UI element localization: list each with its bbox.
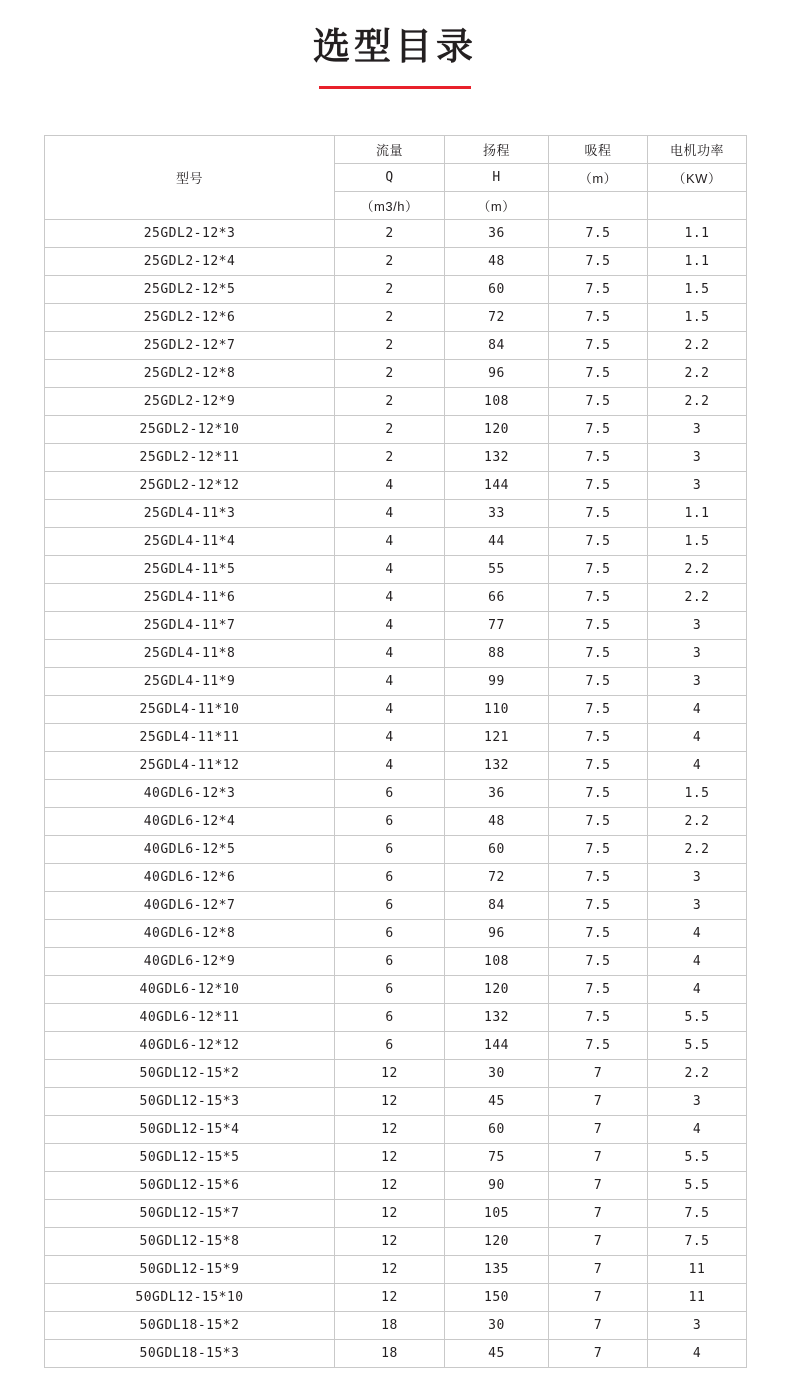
cell-power: 2.2 (648, 583, 747, 611)
header-power-unit: （KW） (648, 163, 747, 191)
cell-power: 1.5 (648, 275, 747, 303)
cell-power: 11 (648, 1255, 747, 1283)
cell-model: 25GDL4-11*11 (45, 723, 335, 751)
cell-suction: 7 (549, 1339, 648, 1367)
table-row (45, 275, 747, 303)
spec-table-wrapper (44, 135, 746, 1368)
cell-model: 40GDL6-12*11 (45, 1003, 335, 1031)
cell-flow: 4 (335, 723, 445, 751)
cell-flow: 6 (335, 835, 445, 863)
cell-model: 25GDL2-12*12 (45, 471, 335, 499)
cell-model: 25GDL2-12*7 (45, 331, 335, 359)
cell-flow: 12 (335, 1087, 445, 1115)
table-row (45, 863, 747, 891)
cell-flow: 6 (335, 863, 445, 891)
table-row (45, 807, 747, 835)
cell-suction: 7 (549, 1059, 648, 1087)
cell-flow: 12 (335, 1143, 445, 1171)
cell-suction: 7.5 (549, 639, 648, 667)
cell-suction: 7.5 (549, 555, 648, 583)
cell-head: 96 (445, 359, 549, 387)
cell-suction: 7 (549, 1255, 648, 1283)
cell-head: 120 (445, 975, 549, 1003)
cell-model: 40GDL6-12*9 (45, 947, 335, 975)
table-row (45, 527, 747, 555)
cell-suction: 7 (549, 1227, 648, 1255)
selection-spec-table (44, 135, 747, 1368)
header-suction-spacer (549, 191, 648, 219)
table-row (45, 583, 747, 611)
table-row (45, 303, 747, 331)
table-row (45, 975, 747, 1003)
header-suction-label: 吸程 (549, 135, 648, 163)
cell-suction: 7.5 (549, 247, 648, 275)
cell-model: 50GDL12-15*4 (45, 1115, 335, 1143)
cell-model: 40GDL6-12*8 (45, 919, 335, 947)
cell-head: 84 (445, 331, 549, 359)
table-row (45, 779, 747, 807)
table-row (45, 387, 747, 415)
cell-power: 2.2 (648, 835, 747, 863)
cell-suction: 7.5 (549, 583, 648, 611)
cell-power: 4 (648, 695, 747, 723)
cell-suction: 7.5 (549, 527, 648, 555)
cell-flow: 6 (335, 947, 445, 975)
cell-suction: 7.5 (549, 443, 648, 471)
cell-head: 96 (445, 919, 549, 947)
cell-head: 44 (445, 527, 549, 555)
cell-head: 110 (445, 695, 549, 723)
cell-flow: 12 (335, 1115, 445, 1143)
cell-suction: 7 (549, 1115, 648, 1143)
cell-head: 55 (445, 555, 549, 583)
cell-flow: 4 (335, 611, 445, 639)
cell-power: 5.5 (648, 1031, 747, 1059)
cell-suction: 7.5 (549, 387, 648, 415)
table-row (45, 1199, 747, 1227)
cell-flow: 6 (335, 1003, 445, 1031)
cell-suction: 7.5 (549, 415, 648, 443)
cell-suction: 7.5 (549, 835, 648, 863)
table-row (45, 1339, 747, 1367)
table-row (45, 1059, 747, 1087)
cell-head: 75 (445, 1143, 549, 1171)
cell-power: 4 (648, 751, 747, 779)
cell-flow: 4 (335, 583, 445, 611)
cell-flow: 2 (335, 275, 445, 303)
cell-model: 50GDL12-15*6 (45, 1171, 335, 1199)
cell-model: 25GDL2-12*3 (45, 219, 335, 247)
cell-model: 50GDL12-15*10 (45, 1283, 335, 1311)
cell-power: 2.2 (648, 331, 747, 359)
cell-model: 50GDL12-15*3 (45, 1087, 335, 1115)
cell-suction: 7.5 (549, 471, 648, 499)
cell-flow: 4 (335, 667, 445, 695)
cell-model: 40GDL6-12*7 (45, 891, 335, 919)
cell-model: 50GDL12-15*9 (45, 1255, 335, 1283)
cell-head: 144 (445, 471, 549, 499)
cell-model: 25GDL4-11*5 (45, 555, 335, 583)
header-power-spacer (648, 191, 747, 219)
cell-power: 1.5 (648, 779, 747, 807)
cell-suction: 7 (549, 1283, 648, 1311)
header-model: 型号 (45, 135, 335, 219)
cell-suction: 7.5 (549, 779, 648, 807)
cell-flow: 6 (335, 919, 445, 947)
cell-flow: 18 (335, 1311, 445, 1339)
cell-model: 25GDL4-11*4 (45, 527, 335, 555)
cell-head: 105 (445, 1199, 549, 1227)
cell-power: 3 (648, 639, 747, 667)
table-row (45, 1003, 747, 1031)
table-row (45, 443, 747, 471)
cell-flow: 4 (335, 695, 445, 723)
cell-head: 48 (445, 247, 549, 275)
cell-head: 60 (445, 275, 549, 303)
cell-flow: 4 (335, 499, 445, 527)
cell-head: 84 (445, 891, 549, 919)
cell-model: 50GDL12-15*2 (45, 1059, 335, 1087)
cell-suction: 7 (549, 1199, 648, 1227)
cell-power: 3 (648, 443, 747, 471)
cell-head: 120 (445, 415, 549, 443)
table-row (45, 751, 747, 779)
header-flow-label: 流量 (335, 135, 445, 163)
cell-model: 25GDL4-11*6 (45, 583, 335, 611)
cell-suction: 7.5 (549, 1031, 648, 1059)
cell-flow: 2 (335, 359, 445, 387)
cell-head: 99 (445, 667, 549, 695)
cell-head: 108 (445, 387, 549, 415)
cell-head: 45 (445, 1339, 549, 1367)
cell-suction: 7.5 (549, 751, 648, 779)
cell-model: 40GDL6-12*6 (45, 863, 335, 891)
cell-power: 2.2 (648, 1059, 747, 1087)
cell-suction: 7.5 (549, 219, 648, 247)
cell-model: 25GDL2-12*6 (45, 303, 335, 331)
cell-model: 25GDL4-11*7 (45, 611, 335, 639)
cell-flow: 12 (335, 1059, 445, 1087)
cell-model: 25GDL2-12*5 (45, 275, 335, 303)
table-row (45, 1311, 747, 1339)
cell-model: 25GDL4-11*9 (45, 667, 335, 695)
table-row (45, 1171, 747, 1199)
table-row (45, 555, 747, 583)
cell-power: 3 (648, 611, 747, 639)
cell-power: 3 (648, 1087, 747, 1115)
cell-suction: 7.5 (549, 919, 648, 947)
cell-suction: 7.5 (549, 695, 648, 723)
cell-flow: 4 (335, 527, 445, 555)
cell-suction: 7 (549, 1143, 648, 1171)
cell-head: 135 (445, 1255, 549, 1283)
cell-power: 4 (648, 947, 747, 975)
cell-power: 4 (648, 919, 747, 947)
table-row (45, 1227, 747, 1255)
cell-suction: 7 (549, 1311, 648, 1339)
cell-head: 144 (445, 1031, 549, 1059)
cell-model: 50GDL12-15*5 (45, 1143, 335, 1171)
header-head-symbol: H (445, 163, 549, 191)
title-block (0, 0, 790, 89)
cell-suction: 7.5 (549, 1003, 648, 1031)
cell-suction: 7 (549, 1171, 648, 1199)
cell-flow: 6 (335, 807, 445, 835)
cell-head: 48 (445, 807, 549, 835)
header-suction-unit: （m） (549, 163, 648, 191)
table-row (45, 639, 747, 667)
table-row (45, 1255, 747, 1283)
table-row (45, 471, 747, 499)
title-underline-rule (319, 86, 471, 89)
cell-power: 2.2 (648, 807, 747, 835)
cell-suction: 7.5 (549, 611, 648, 639)
cell-flow: 6 (335, 1031, 445, 1059)
cell-suction: 7.5 (549, 807, 648, 835)
cell-head: 45 (445, 1087, 549, 1115)
cell-model: 40GDL6-12*4 (45, 807, 335, 835)
cell-head: 132 (445, 443, 549, 471)
cell-flow: 2 (335, 303, 445, 331)
cell-flow: 12 (335, 1227, 445, 1255)
cell-flow: 4 (335, 555, 445, 583)
cell-model: 40GDL6-12*3 (45, 779, 335, 807)
table-row (45, 611, 747, 639)
cell-suction: 7.5 (549, 667, 648, 695)
cell-power: 3 (648, 891, 747, 919)
cell-flow: 2 (335, 331, 445, 359)
cell-model: 25GDL4-11*3 (45, 499, 335, 527)
cell-suction: 7.5 (549, 275, 648, 303)
cell-flow: 12 (335, 1171, 445, 1199)
cell-flow: 2 (335, 387, 445, 415)
cell-head: 30 (445, 1311, 549, 1339)
cell-suction: 7.5 (549, 359, 648, 387)
header-head-unit: （m） (445, 191, 549, 219)
cell-head: 33 (445, 499, 549, 527)
table-row (45, 1283, 747, 1311)
cell-power: 1.5 (648, 303, 747, 331)
table-row (45, 247, 747, 275)
cell-power: 1.1 (648, 219, 747, 247)
cell-suction: 7.5 (549, 303, 648, 331)
cell-model: 40GDL6-12*10 (45, 975, 335, 1003)
cell-power: 3 (648, 667, 747, 695)
table-row (45, 415, 747, 443)
cell-head: 30 (445, 1059, 549, 1087)
cell-power: 2.2 (648, 555, 747, 583)
cell-power: 11 (648, 1283, 747, 1311)
cell-power: 3 (648, 863, 747, 891)
cell-power: 1.1 (648, 499, 747, 527)
cell-model: 25GDL2-12*4 (45, 247, 335, 275)
cell-flow: 4 (335, 751, 445, 779)
table-row (45, 1143, 747, 1171)
cell-model: 40GDL6-12*5 (45, 835, 335, 863)
cell-flow: 6 (335, 891, 445, 919)
cell-flow: 2 (335, 247, 445, 275)
cell-suction: 7 (549, 1087, 648, 1115)
table-row (45, 1031, 747, 1059)
cell-power: 4 (648, 1115, 747, 1143)
cell-power: 4 (648, 975, 747, 1003)
table-row (45, 1087, 747, 1115)
cell-head: 72 (445, 303, 549, 331)
cell-head: 66 (445, 583, 549, 611)
cell-head: 36 (445, 779, 549, 807)
table-row (45, 219, 747, 247)
cell-head: 132 (445, 1003, 549, 1031)
cell-power: 4 (648, 1339, 747, 1367)
cell-flow: 18 (335, 1339, 445, 1367)
cell-model: 25GDL4-11*8 (45, 639, 335, 667)
cell-suction: 7.5 (549, 331, 648, 359)
cell-power: 3 (648, 1311, 747, 1339)
cell-power: 1.5 (648, 527, 747, 555)
cell-flow: 12 (335, 1199, 445, 1227)
cell-flow: 6 (335, 779, 445, 807)
cell-power: 7.5 (648, 1199, 747, 1227)
table-row (45, 1115, 747, 1143)
table-row (45, 919, 747, 947)
header-head-label: 扬程 (445, 135, 549, 163)
table-row (45, 695, 747, 723)
header-flow-unit: （m3/h） (335, 191, 445, 219)
cell-head: 108 (445, 947, 549, 975)
cell-model: 25GDL2-12*10 (45, 415, 335, 443)
cell-power: 5.5 (648, 1171, 747, 1199)
cell-head: 90 (445, 1171, 549, 1199)
cell-head: 121 (445, 723, 549, 751)
cell-flow: 4 (335, 471, 445, 499)
cell-model: 40GDL6-12*12 (45, 1031, 335, 1059)
table-row (45, 947, 747, 975)
cell-model: 50GDL18-15*2 (45, 1311, 335, 1339)
cell-head: 150 (445, 1283, 549, 1311)
table-row (45, 499, 747, 527)
cell-power: 5.5 (648, 1003, 747, 1031)
cell-model: 50GDL18-15*3 (45, 1339, 335, 1367)
cell-power: 5.5 (648, 1143, 747, 1171)
table-row (45, 723, 747, 751)
cell-power: 2.2 (648, 359, 747, 387)
cell-head: 132 (445, 751, 549, 779)
cell-head: 36 (445, 219, 549, 247)
cell-model: 25GDL2-12*9 (45, 387, 335, 415)
cell-head: 60 (445, 835, 549, 863)
cell-suction: 7.5 (549, 499, 648, 527)
cell-power: 3 (648, 471, 747, 499)
table-row (45, 835, 747, 863)
cell-power: 7.5 (648, 1227, 747, 1255)
cell-model: 25GDL2-12*11 (45, 443, 335, 471)
header-power-label: 电机功率 (648, 135, 747, 163)
cell-model: 25GDL2-12*8 (45, 359, 335, 387)
table-row (45, 359, 747, 387)
cell-suction: 7.5 (549, 723, 648, 751)
cell-model: 25GDL4-11*12 (45, 751, 335, 779)
cell-suction: 7.5 (549, 891, 648, 919)
cell-suction: 7.5 (549, 863, 648, 891)
cell-head: 60 (445, 1115, 549, 1143)
cell-head: 88 (445, 639, 549, 667)
header-row-1 (45, 135, 747, 163)
cell-model: 50GDL12-15*8 (45, 1227, 335, 1255)
cell-power: 1.1 (648, 247, 747, 275)
page-title: 选型目录 (313, 26, 477, 67)
cell-flow: 4 (335, 639, 445, 667)
table-body (45, 219, 747, 1367)
table-row (45, 891, 747, 919)
cell-power: 3 (648, 415, 747, 443)
table-header (45, 135, 747, 219)
cell-flow: 2 (335, 415, 445, 443)
table-row (45, 331, 747, 359)
header-flow-symbol: Q (335, 163, 445, 191)
cell-power: 2.2 (648, 387, 747, 415)
table-row (45, 667, 747, 695)
cell-head: 77 (445, 611, 549, 639)
cell-flow: 2 (335, 219, 445, 247)
cell-suction: 7.5 (549, 947, 648, 975)
cell-flow: 12 (335, 1283, 445, 1311)
cell-head: 72 (445, 863, 549, 891)
cell-head: 120 (445, 1227, 549, 1255)
cell-model: 50GDL12-15*7 (45, 1199, 335, 1227)
cell-model: 25GDL4-11*10 (45, 695, 335, 723)
cell-suction: 7.5 (549, 975, 648, 1003)
cell-flow: 12 (335, 1255, 445, 1283)
cell-flow: 2 (335, 443, 445, 471)
cell-power: 4 (648, 723, 747, 751)
cell-flow: 6 (335, 975, 445, 1003)
